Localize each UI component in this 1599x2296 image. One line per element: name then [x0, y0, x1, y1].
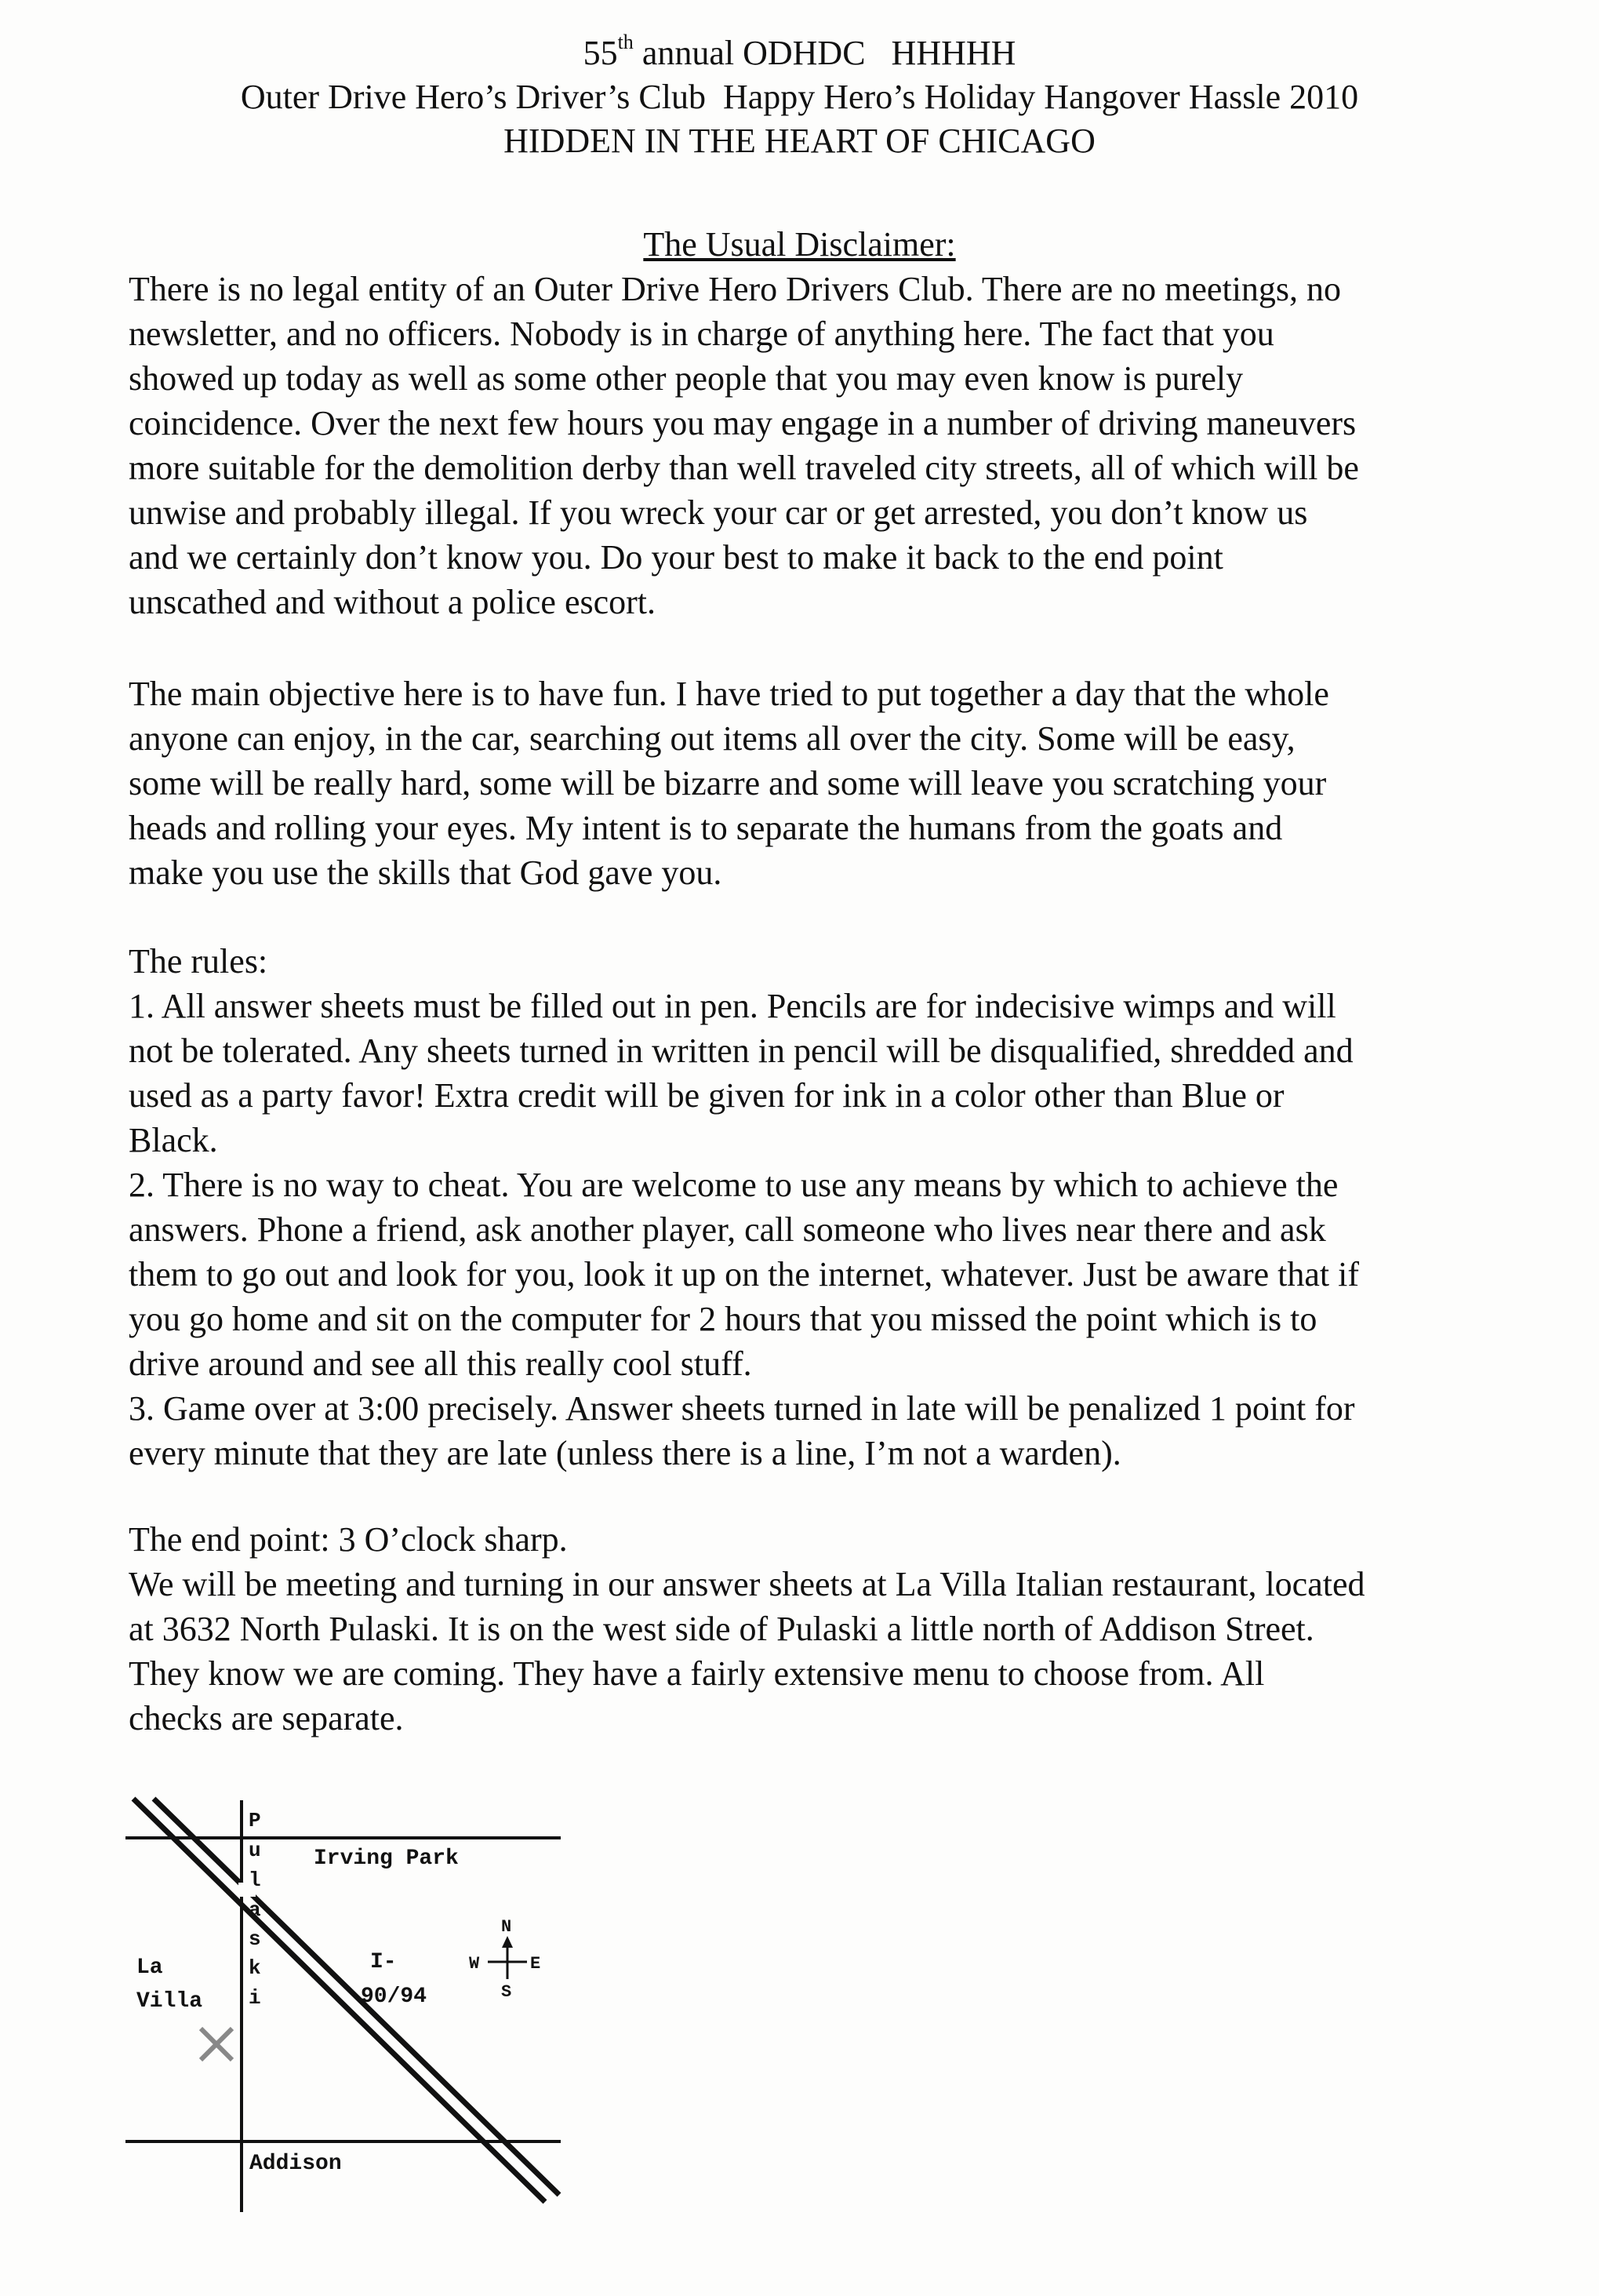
rules-title: The rules:: [129, 942, 268, 981]
pulaski-letter: P: [249, 1809, 261, 1832]
rule-line: you go home and sit on the computer for 2 hours that you missed the point which is to: [129, 1300, 1317, 1338]
paragraph-line: make you use the skills that God gave you.: [129, 853, 722, 892]
compass-n: N: [501, 1917, 512, 1937]
endpoint-line: checks are separate.: [129, 1699, 404, 1737]
objective-paragraph: [129, 671, 1572, 895]
compass-w: W: [469, 1954, 480, 1974]
la-villa-label-1: La: [136, 1956, 163, 1980]
rule-line: answers. Phone a friend, ask another player, call someone who lives near there and ask: [129, 1210, 1326, 1249]
rule-line: drive around and see all this really cool stuff.: [129, 1344, 752, 1383]
paragraph-line: more suitable for the demolition derby than well traveled city streets, all of which will be: [129, 449, 1359, 487]
compass-s: S: [501, 1982, 512, 2002]
header-line-1: 55th annual ODHDC HHHHH: [583, 31, 1016, 72]
pulaski-letter: a: [249, 1898, 261, 1922]
disclaimer-title: The Usual Disclaimer:: [643, 225, 956, 264]
pulaski-letter: k: [249, 1956, 261, 1980]
rule-line: 2. There is no way to cheat. You are welcome to use any means by which to achieve the: [129, 1166, 1339, 1204]
rule-line: not be tolerated. Any sheets turned in written in pencil will be disqualified, shredded and: [129, 1032, 1354, 1070]
paragraph-line: anyone can enjoy, in the car, searching out items all over the city. Some will be easy,: [129, 719, 1296, 758]
compass-e: E: [530, 1954, 541, 1974]
rule-line: Black.: [129, 1121, 218, 1159]
location-map: [118, 1788, 572, 2228]
paragraph-line: The main objective here is to have fun. I have tried to put together a day that the whole: [129, 675, 1329, 713]
paragraph-line: newsletter, and no officers. Nobody is in charge of anything here. The fact that you: [129, 315, 1274, 353]
paragraph-line: coincidence. Over the next few hours you may engage in a number of driving maneuvers: [129, 404, 1357, 442]
document-header: [0, 31, 1599, 163]
endpoint-title: The end point: 3 O’clock sharp.: [129, 1520, 568, 1559]
header-line-3: HIDDEN IN THE HEART OF CHICAGO: [503, 122, 1096, 160]
endpoint-line: We will be meeting and turning in our answer sheets at La Villa Italian restaurant, located: [129, 1565, 1365, 1603]
pulaski-letter: i: [249, 1986, 261, 2010]
header-line-2: Outer Drive Hero’s Driver’s Club Happy Hero’s Holiday Hangover Hassle 2010: [240, 78, 1359, 116]
endpoint-line: at 3632 North Pulaski. It is on the west side of Pulaski a little north of Addison Street.: [129, 1610, 1314, 1648]
rule-line: 1. All answer sheets must be filled out in pen. Pencils are for indecisive wimps and will: [129, 987, 1336, 1025]
paragraph-line: heads and rolling your eyes. My intent is to separate the humans from the goats and: [129, 809, 1283, 847]
addison-label: Addison: [249, 2152, 342, 2176]
paragraph-line: unscathed and without a police escort.: [129, 583, 656, 621]
endpoint-section: [129, 1517, 1572, 1741]
pulaski-letter: s: [249, 1927, 261, 1951]
paragraph-line: some will be really hard, some will be bizarre and some will leave you scratching your: [129, 764, 1327, 802]
pulaski-letter: u: [249, 1839, 261, 1862]
paragraph-line: and we certainly don’t know you. Do your best to make it back to the end point: [129, 538, 1223, 577]
rule-line: used as a party favor! Extra credit will be given for ink in a color other than Blue or: [129, 1076, 1285, 1115]
la-villa-location-marker: [201, 2029, 232, 2060]
pulaski-letter: l: [249, 1868, 261, 1892]
highway-label-2: 90/94: [361, 1985, 427, 2009]
la-villa-label-2: Villa: [136, 1989, 203, 2014]
irving-park-label: Irving Park: [314, 1847, 459, 1871]
rule-line: every minute that they are late (unless there is a line, I’m not a warden).: [129, 1434, 1121, 1472]
paragraph-line: There is no legal entity of an Outer Drive Hero Drivers Club. There are no meetings, no: [129, 270, 1342, 308]
rule-line: 3. Game over at 3:00 precisely. Answer sheets turned in late will be penalized 1 point for: [129, 1389, 1355, 1428]
endpoint-line: They know we are coming. They have a fairly extensive menu to choose from. All: [129, 1654, 1265, 1693]
paragraph-line: unwise and probably illegal. If you wreck your car or get arrested, you don’t know us: [129, 493, 1308, 532]
paragraph-line: showed up today as well as some other people that you may even know is purely: [129, 359, 1244, 398]
rule-line: them to go out and look for you, look it up on the internet, whatever. Just be aware that if: [129, 1255, 1359, 1294]
disclaimer-paragraph: [129, 267, 1572, 624]
compass-icon: [469, 1917, 540, 2002]
rules-section: [129, 939, 1572, 1475]
highway-label-1: I-: [370, 1950, 397, 1974]
